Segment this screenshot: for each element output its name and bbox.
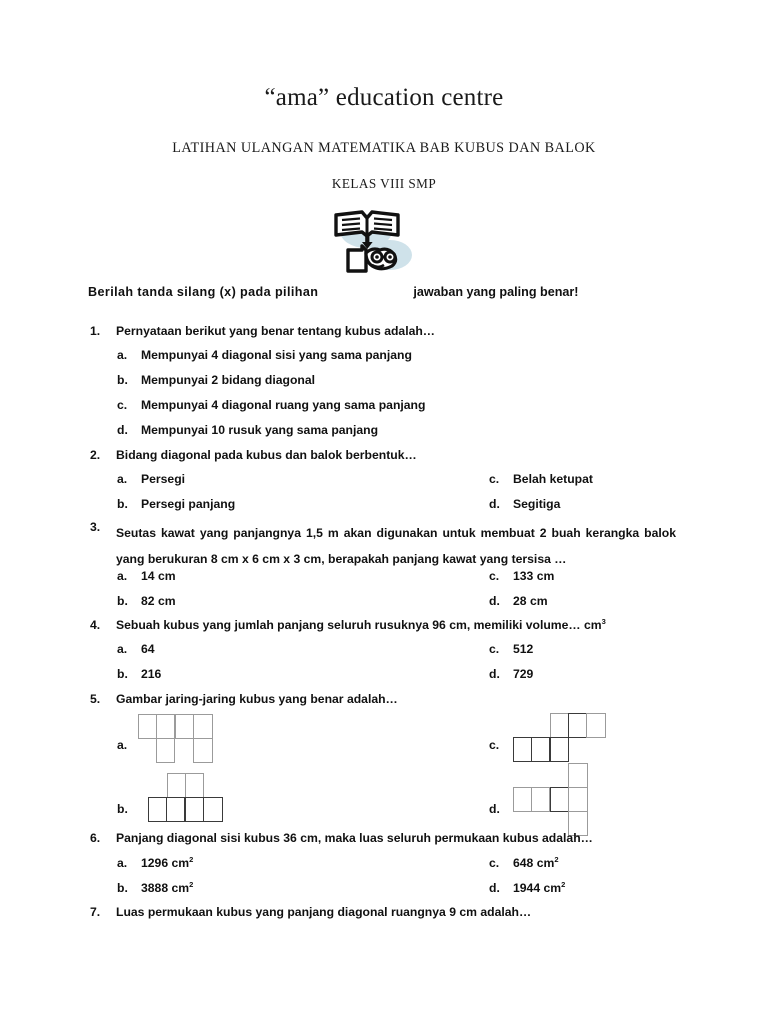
q6-option-b-letter[interactable]: b. [117,881,128,895]
q1-option-c-text[interactable]: Mempunyai 4 diagonal ruang yang sama panjang [141,398,426,412]
instruction-part2: jawaban yang paling benar! [413,285,579,299]
q2-option-a-letter[interactable]: a. [117,472,128,486]
q1-option-c-letter[interactable]: c. [117,398,128,412]
net-d-cell [513,787,532,812]
question-1-text: Pernyataan berikut yang benar tentang kubus adalah… [116,324,435,338]
net-c-cell [568,713,587,738]
q3-option-d-text[interactable]: 28 cm [513,594,548,608]
question-2-text: Bidang diagonal pada kubus dan balok berbentuk… [116,448,417,462]
net-d-cell [568,763,588,788]
net-a-cell [156,738,175,763]
net-b-cell [185,773,204,798]
q6-option-a-text[interactable] [141,856,193,870]
q5-option-c-letter[interactable]: c. [489,738,500,752]
net-b-cell [203,797,223,822]
instruction-line [88,285,688,299]
q2-option-c-text[interactable]: Belah ketupat [513,472,593,486]
question-4-text-main: Sebuah kubus yang jumlah panjang seluruh rusuknya 96 cm, memiliki volume… cm [116,618,602,632]
cube-net-b-figure [148,773,230,823]
question-2-number: 2. [90,448,101,462]
question-1-number: 1. [90,324,101,338]
net-a-cell [138,714,157,739]
question-3-line1: Seutas kawat yang panjangnya 1,5 m akan digunakan untuk membuat 2 buah kerangka balok [116,526,676,540]
net-d-cell [550,787,569,812]
question-7-text: Luas permukaan kubus yang panjang diagonal ruangnya 9 cm adalah… [116,905,532,919]
page-title: “ama” education centre [264,84,504,111]
net-d-cell [531,787,550,812]
net-c-cell [550,713,569,738]
net-c-cell [550,737,569,762]
question-4-text [116,618,606,632]
q6-option-c-value: 648 cm [513,856,555,870]
q1-option-d-text[interactable]: Mempunyai 10 rusuk yang sama panjang [141,423,379,437]
q5-option-b-letter[interactable]: b. [117,802,128,816]
question-3-line2: yang berukuran 8 cm x 6 cm x 3 cm, berapakah panjang kawat yang tersisa … [116,552,567,566]
question-5-text: Gambar jaring-jaring kubus yang benar adalah… [116,692,398,706]
q3-option-c-text[interactable]: 133 cm [513,569,555,583]
question-7-number: 7. [90,905,101,919]
q4-option-b-text[interactable]: 216 [141,667,162,681]
q3-option-b-letter[interactable]: b. [117,594,128,608]
net-c-cell [513,737,532,762]
q4-option-d-letter[interactable]: d. [489,667,500,681]
q6-option-a-letter[interactable]: a. [117,856,128,870]
q6-option-d-text[interactable] [513,881,565,895]
q3-option-c-letter[interactable]: c. [489,569,500,583]
question-3-number: 3. [90,520,101,534]
q2-option-a-text[interactable]: Persegi [141,472,186,486]
net-b-cell [166,797,185,822]
net-a-cell [175,714,194,739]
net-b-cell [148,797,167,822]
q2-option-d-letter[interactable]: d. [489,497,500,511]
q6-option-a-value: 1296 cm [141,856,190,870]
q4-option-a-text[interactable]: 64 [141,642,155,656]
q3-option-d-letter[interactable]: d. [489,594,500,608]
book-and-reader-clipart-icon [326,203,422,275]
q4-option-d-text[interactable]: 729 [513,667,534,681]
q4-option-a-letter[interactable]: a. [117,642,128,656]
page-subtitle-class: KELAS VIII SMP [331,176,437,191]
question-6-number: 6. [90,831,101,845]
q2-option-c-letter[interactable]: c. [489,472,500,486]
page-subtitle-exam: LATIHAN ULANGAN MATEMATIKA BAB KUBUS DAN BALOK [172,140,596,156]
q2-option-d-text[interactable]: Segitiga [513,497,561,511]
q6-option-b-exponent: 2 [189,879,194,889]
question-5-number: 5. [90,692,101,706]
q3-option-b-text[interactable]: 82 cm [141,594,176,608]
net-c-cell [531,737,550,762]
q3-option-a-text[interactable]: 14 cm [141,569,176,583]
q1-option-a-text[interactable]: Mempunyai 4 diagonal sisi yang sama panjang [141,348,412,362]
net-b-cell [185,797,204,822]
question-4-exponent: 3 [601,616,606,626]
q4-option-c-letter[interactable]: c. [489,642,500,656]
q2-option-b-text[interactable]: Persegi panjang [141,497,236,511]
q5-option-a-letter[interactable]: a. [117,738,128,752]
net-a-cell [156,714,175,739]
q1-option-b-letter[interactable]: b. [117,373,128,387]
q6-option-d-letter[interactable]: d. [489,881,500,895]
q4-option-c-text[interactable]: 512 [513,642,534,656]
net-b-cell [167,773,186,798]
q6-option-c-text[interactable] [513,856,559,870]
cube-net-a-figure [138,714,218,764]
question-3-text [116,520,676,572]
question-6-text: Panjang diagonal sisi kubus 36 cm, maka luas seluruh permukaan kubus adalah… [116,831,593,845]
q6-option-c-exponent: 2 [554,854,559,864]
q4-option-b-letter[interactable]: b. [117,667,128,681]
q3-option-a-letter[interactable]: a. [117,569,128,583]
q1-option-a-letter[interactable]: a. [117,348,128,362]
q5-option-d-letter[interactable]: d. [489,802,500,816]
q6-option-d-exponent: 2 [561,879,566,889]
q1-option-b-text[interactable]: Mempunyai 2 bidang diagonal [141,373,316,387]
q6-option-c-letter[interactable]: c. [489,856,500,870]
net-d-cell [568,787,588,812]
net-a-cell [193,738,213,763]
net-a-cell [193,714,213,739]
question-4-number: 4. [90,618,101,632]
q2-option-b-letter[interactable]: b. [117,497,128,511]
q6-option-b-text[interactable] [141,881,193,895]
cube-net-d-figure [513,763,593,839]
q1-option-d-letter[interactable]: d. [117,423,128,437]
q6-option-b-value: 3888 cm [141,881,190,895]
instruction-part1: Berilah tanda silang (x) pada pilihan [88,285,319,299]
cube-net-c-figure [513,713,609,763]
q6-option-d-value: 1944 cm [513,881,562,895]
net-c-cell [586,713,606,738]
q6-option-a-exponent: 2 [189,854,194,864]
